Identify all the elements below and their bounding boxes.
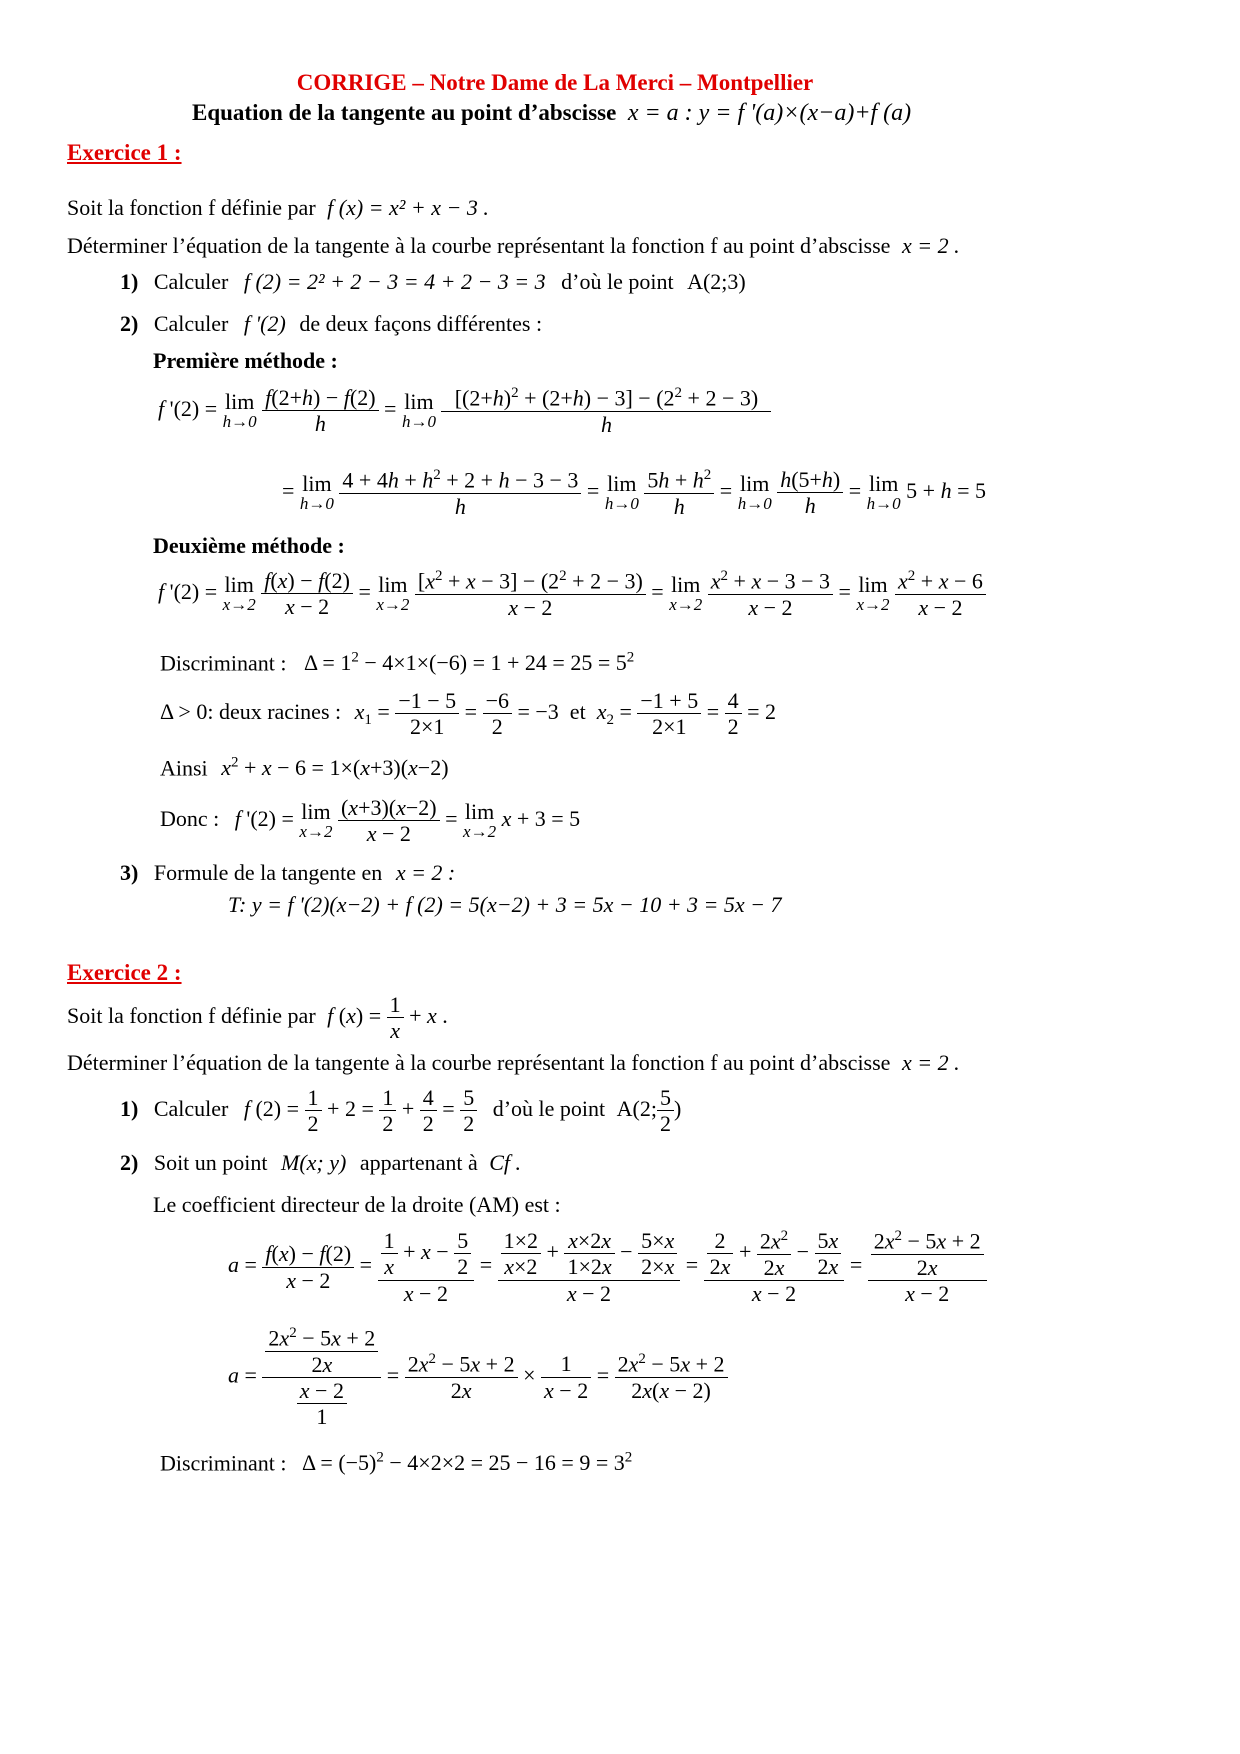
ex2-task-formula: x = 2 .	[901, 1050, 960, 1075]
ex1-method-1-title: Première méthode :	[153, 348, 338, 373]
exercise-2-heading: Exercice 2 :	[67, 960, 182, 985]
ex1-disc-label: Discriminant :	[160, 650, 287, 676]
ex1-task	[67, 233, 960, 259]
exercise-1-heading: Exercice 1 :	[67, 140, 182, 165]
ex1-method-1-line-2: = lim h→0 $\frac{4 + 4h + h^2 + 2 + h - 3 - 3}{h}$ = lim h→0 $\frac{5h + h^2}{h}$ = lim h→0 $\frac{h(5+h)}{h}$ = lim h→0 5 + h = 5	[282, 467, 987, 519]
ex2-task-text: Déterminer l’équation de la tangente à la courbe représentant la fonction f au point d’abscisse	[67, 1050, 891, 1075]
ex2-discriminant: Discriminant : $\Delta = (-5)^2 - 4\times 2\times 2 = 25 - 16 = 9 = 3^2$	[160, 1450, 633, 1476]
ex1-q1	[120, 269, 746, 295]
ex1-discriminant: Discriminant : $\Delta = 1^2 - 4\times 1\times(-6) = 1 + 24 = 25 = 5^2$	[160, 650, 635, 676]
ex2-q2-rest: appartenant à	[359, 1150, 478, 1175]
ex1-q3-number: 3)	[120, 860, 139, 885]
ex2-disc-label: Discriminant :	[160, 1450, 287, 1476]
ex1-q2-rest: de deux façons différentes :	[299, 311, 543, 336]
ex1-task-formula: x = 2 .	[901, 233, 960, 258]
ex2-task	[67, 1050, 960, 1076]
ex1-task-text: Déterminer l’équation de la tangente à la courbe représentant la fonction f au point d’abscisse	[67, 233, 891, 258]
ex1-def-text: Soit la fonction f définie par	[67, 195, 316, 220]
ex2-q2	[120, 1150, 521, 1176]
ex2-q2-text: Soit un point	[153, 1150, 268, 1175]
ex2-a-line-2: a = $\frac{\frac{2x^2 - 5x + 2}{2x}}{\frac{x - 2}{1}}$ = $\frac{2x^2 - 5x + 2}{2x}$ × $\frac{1}{x - 2}$ = $\frac{2x^2 - 5x + 2}{2x(x - 2)}$	[228, 1325, 728, 1430]
ex1-q1-point: A(2;3)	[687, 269, 746, 294]
ex2-q1-text: Calculer	[153, 1095, 229, 1121]
page-subtitle	[192, 100, 911, 127]
ex2-def-text: Soit la fonction f définie par	[67, 1002, 316, 1028]
ex1-q1-formula: f (2) = 2² + 2 − 3 = 4 + 2 − 3 = 3	[243, 269, 546, 294]
ex1-conclusion: Donc : f '(2) = lim x→2 $\frac{(x+3)(x-2)}{x - 2}$ = lim x→2 x + 3 = 5	[160, 795, 581, 847]
ex2-q2-number: 2)	[120, 1150, 139, 1175]
ex1-q2-number: 2)	[120, 311, 139, 336]
ex1-method-1-line-1: f '(2) = lim h→0 $\frac{f(2+h) - f(2)}{h}$ = lim h→0 $\frac{[(2+h)^2 + (2+h) - 3] - (2^2 + 2 - 3)}{h}$	[158, 385, 771, 437]
ex1-factorization: Ainsi $x^2 + x - 6 = 1\times(x+3)(x-2)$	[160, 755, 449, 781]
ex2-q2-cf: Cf .	[489, 1150, 522, 1175]
ex2-q1: 1) Calculer f (2) = $\frac{1}{2}$ + 2 = $\frac{1}{2}$ + $\frac{4}{2}$ = $\frac{5}{2}$ d’où le point A(2; $\frac{5}{2}$ )	[120, 1085, 682, 1137]
ex2-a-line-1: a = $\frac{f(x) - f(2)}{x - 2}$ = $\frac{1}{x}$ + x − $\frac{5}{2}$ x − 2 = $\frac{1\times 2}{x\times 2}$ + $\frac{x\times 2x}{1\times 2x}$ − $\frac{5\times x}{2\times x}$ x − 2 = $\frac{2}{2x}$ + $\frac{2x^2}{2x}$ − $\frac{5x}{2x}$ x − 2 = $\frac{\frac{2x^2 - 5x + 2}{2x}}{x - 2}$	[228, 1228, 987, 1306]
ex1-roots-label: Δ > 0: deux racines :	[160, 698, 342, 724]
ex1-method-2-line-1: f '(2) = lim x→2 $\frac{f(x) - f(2)}{x - 2}$ = lim x→2 $\frac{[x^2 + x - 3] - (2^2 + 2 - 3)}{x - 2}$ = lim x→2 $\frac{x^2 + x - 3 - 3}{x - 2}$ = lim x→2 $\frac{x^2 + x - 6}{x - 2}$	[158, 568, 986, 620]
ex1-q2-formula: f '(2)	[243, 311, 286, 336]
ex1-roots: Δ > 0: deux racines : $x_1$ = $\frac{-1 - 5}{2\times 1}$ = $\frac{-6}{2}$ = −3 et $x_2$ = $\frac{-1 + 5}{2\times 1}$ = $\frac{4}{2}$ = 2	[160, 688, 777, 740]
ex1-def-formula: f (x) = x² + x − 3 .	[327, 195, 489, 220]
ex1-q2	[120, 311, 542, 337]
ex1-q3-formula: x = 2 :	[395, 860, 456, 885]
ex2-q1-number: 1)	[120, 1095, 139, 1121]
ex1-q1-number: 1)	[120, 269, 139, 294]
ex1-tangent-equation: T: y = f '(2)(x−2) + f (2) = 5(x−2) + 3 = 5x − 10 + 3 = 5x − 7	[228, 892, 782, 917]
ex1-ainsi-label: Ainsi	[160, 755, 208, 781]
ex1-q3-text: Formule de la tangente en	[153, 860, 383, 885]
ex1-definition	[67, 195, 489, 221]
ex1-donc-label: Donc :	[160, 805, 220, 831]
ex2-q1-point-text: d’où le point	[492, 1095, 606, 1121]
page-title: CORRIGE – Notre Dame de La Merci – Montpellier	[296, 70, 814, 95]
ex1-q3	[120, 860, 455, 886]
ex2-coef-text: Le coefficient directeur de la droite (AM) est :	[153, 1192, 561, 1217]
subtitle-text: Equation de la tangente au point d’abscisse	[192, 100, 617, 125]
ex1-method-2-title: Deuxième méthode :	[153, 533, 345, 558]
ex1-q1-text: Calculer	[153, 269, 229, 294]
ex1-q2-text: Calculer	[153, 311, 229, 336]
ex2-q2-point: M(x; y)	[281, 1150, 347, 1175]
ex2-definition: Soit la fonction f définie par f (x) = $\frac{1}{x}$ + x .	[67, 992, 448, 1044]
ex1-q1-point-text: d’où le point	[561, 269, 674, 294]
tangent-formula: x = a : y = f '(a)×(x−a)+f (a)	[627, 100, 912, 126]
